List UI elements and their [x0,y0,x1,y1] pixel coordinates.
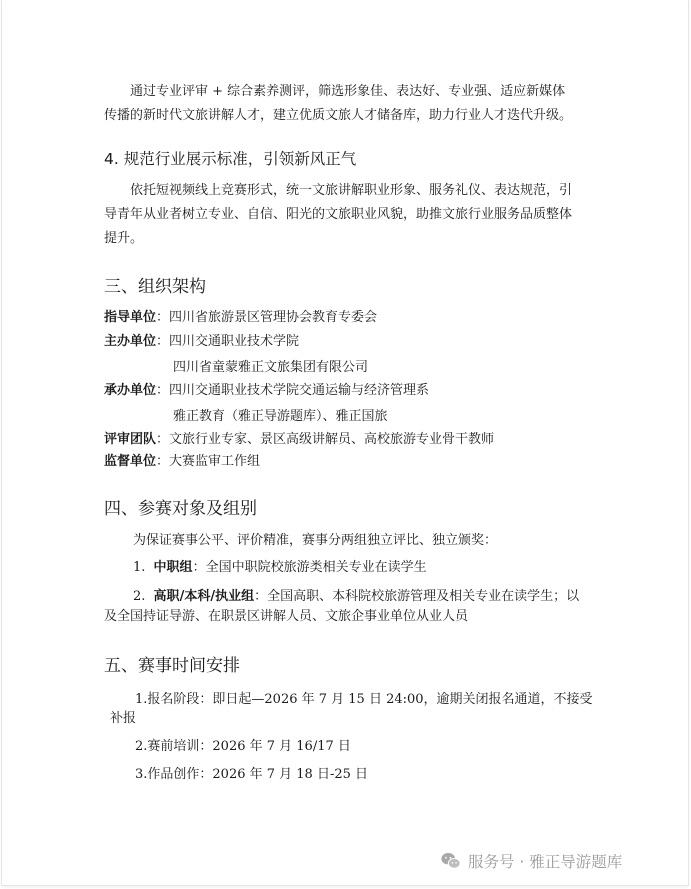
org-heading: 三、组织架构 [104,277,206,297]
organizer-value-2: 雅正教育（雅正导游题库）、雅正国旅 [173,409,388,424]
group-2-text: ：全国高职、本科院校旅游管理及相关专业在读学生；以 [254,589,580,604]
group-2 [133,585,579,604]
schedule-2: 2.赛前培训：2026 年 7 月 16/17 日 [135,739,351,754]
group-2-label-a: 高职 [153,589,180,604]
guide-label: 指导单位 [104,310,157,325]
schedule-1-line-1: 1.报名阶段：即日起—2026 年 7 月 15 日 24:00，逾期关闭报名通道，不接受 [135,692,593,707]
intro-line-1: 通过专业评审 + 综合素养测评，筛选形象佳、表达好、专业强、适应新媒体 [130,84,566,99]
item4-line-3: 提升。 [104,231,144,246]
supervise-value: 大赛监审工作组 [169,454,261,469]
jury-label: 评审团队 [104,432,157,447]
organizer-row [104,379,429,398]
supervise-label: 监督单位 [104,454,157,469]
item4-line-2: 导青年从业者树立专业、自信、阳光的文旅职业风貌，助推文旅行业服务品质整体 [104,207,573,222]
group-1 [133,556,427,575]
guide-row [104,306,377,325]
item4-heading: 4. 规范行业展示标准，引领新风正气 [104,150,357,168]
colon: ： [156,310,170,325]
jury-value: 文旅行业专家、景区高级讲解员、高校旅游专业骨干教师 [169,432,495,447]
intro-line-2: 传播的新时代文旅讲解人才，建立优质文旅人才储备库，助力行业人才迭代升级。 [104,108,573,123]
group-2-number: 2. [133,589,146,604]
organizer-label: 承办单位 [104,383,157,398]
jury-row [104,428,494,447]
host-label: 主办单位 [104,334,157,349]
group-1-number: 1. [133,560,146,575]
host-value: 四川交通职业技术学院 [169,334,300,349]
schedule-1-line-2: 补报 [110,711,137,726]
colon: ： [156,454,170,469]
groups-heading: 四、参赛对象及组别 [104,499,257,519]
item4-line-1: 依托短视频线上竞赛形式，统一文旅讲解职业形象、服务礼仪、表达规范，引 [130,183,573,198]
group-2-slash-2: / [210,589,216,604]
host-value-2: 四川省童蒙雅正文旅集团有限公司 [173,360,369,375]
host-row [104,330,299,349]
watermark [440,848,680,874]
group-2-label-c: 执业组 [215,589,255,604]
group-2-text-2: 及全国持证导游、在职景区讲解人员、文旅企事业单位从业人员 [104,609,469,624]
guide-value: 四川省旅游景区管理协会教育专委会 [169,310,378,325]
document-page [2,0,688,885]
colon: ： [156,383,170,398]
colon: ： [156,432,170,447]
schedule-heading: 五、赛事时间安排 [104,656,240,676]
schedule-3: 3.作品创作：2026 年 7 月 18 日-25 日 [135,767,369,782]
colon: ： [156,334,170,349]
organizer-value: 四川交通职业技术学院交通运输与经济管理系 [169,383,430,398]
group-1-text: ：全国中职院校旅游类相关专业在读学生 [192,560,427,575]
wechat-icon [440,850,462,872]
supervise-row [104,450,260,469]
group-2-label-b: 本科 [184,589,211,604]
group-1-label: 中职组 [153,560,193,575]
watermark-text: 服务号 · 雅正导游题库 [468,853,623,871]
group-2-slash-1: / [179,589,185,604]
groups-intro: 为保证赛事公平、评价精准，赛事分两组独立评比、独立颁奖： [133,533,498,548]
